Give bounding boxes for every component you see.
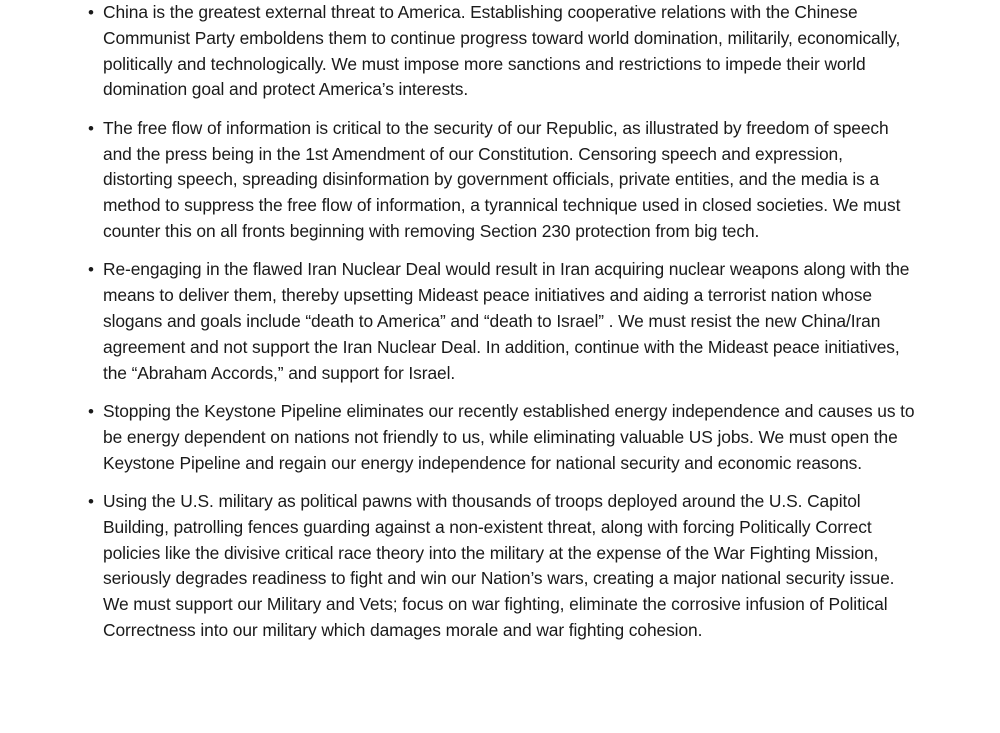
bullet-item-free-flow-of-information (88, 116, 916, 245)
bullet-icon: • (88, 401, 94, 421)
bullet-icon: • (88, 3, 94, 22)
bullet-item-china (88, 0, 916, 103)
bullet-list (88, 0, 916, 656)
bullet-icon: • (88, 491, 94, 511)
bullet-text: Using the U.S. military as political pawns with thousands of troops deployed around the U.S. Capitol Building, patrolling fences guarding against a non-existent threat, along with forcing Politically Correct policies like the divisive critical race theory into the military at the expense of the War Fighting Mission, seriously degrades readiness to fight and win our Nation’s wars, creating a major national security issue. We must support our Military and Vets; focus on war fighting, eliminate the corrosive infusion of Political Correctness into our military which damages morale and war fighting cohesion. (103, 490, 895, 640)
bullet-icon: • (88, 260, 94, 280)
bullet-item-keystone-pipeline (88, 399, 916, 476)
bullet-text: Re-engaging in the flawed Iran Nuclear Deal would result in Iran acquiring nuclear weapons along with the means to deliver them, thereby upsetting Mideast peace initiatives and aiding a terrorist nation whose slogans and goals include “death to America” and “death to Israel” . We must resist the new China/Iran agreement and not support the Iran Nuclear Deal. In addition, continue with the Mideast peace initiatives, the “Abraham Accords,” and support for Israel. (103, 259, 910, 383)
bullet-item-us-military (88, 489, 916, 644)
bullet-text: The free flow of information is critical to the security of our Republic, as illustrated by freedom of speech and the press being in the 1st Amendment of our Constitution. Censoring speech and expression, distorting speech, spreading disinformation by government officials, private entities, and the media is a method to suppress the free flow of information, a tyrannical technique used in closed societies. We must counter this on all fronts beginning with removing Section 230 protection from big tech. (103, 117, 901, 241)
bullet-text: China is the greatest external threat to America. Establishing cooperative relations with the Chinese Communist Party emboldens them to continue progress toward world domination, militarily, economically, politically and technologically. We must impose more sanctions and restrictions to impede their world domination goal and protect America’s interests. (103, 2, 901, 100)
bullet-text: Stopping the Keystone Pipeline eliminates our recently established energy independence and causes us to be energy dependent on nations not friendly to us, while eliminating valuable US jobs. We must open the Keystone Pipeline and regain our energy independence for national security and economic reasons. (103, 400, 915, 473)
bullet-item-iran-nuclear-deal (88, 257, 916, 386)
bullet-icon: • (88, 118, 94, 138)
